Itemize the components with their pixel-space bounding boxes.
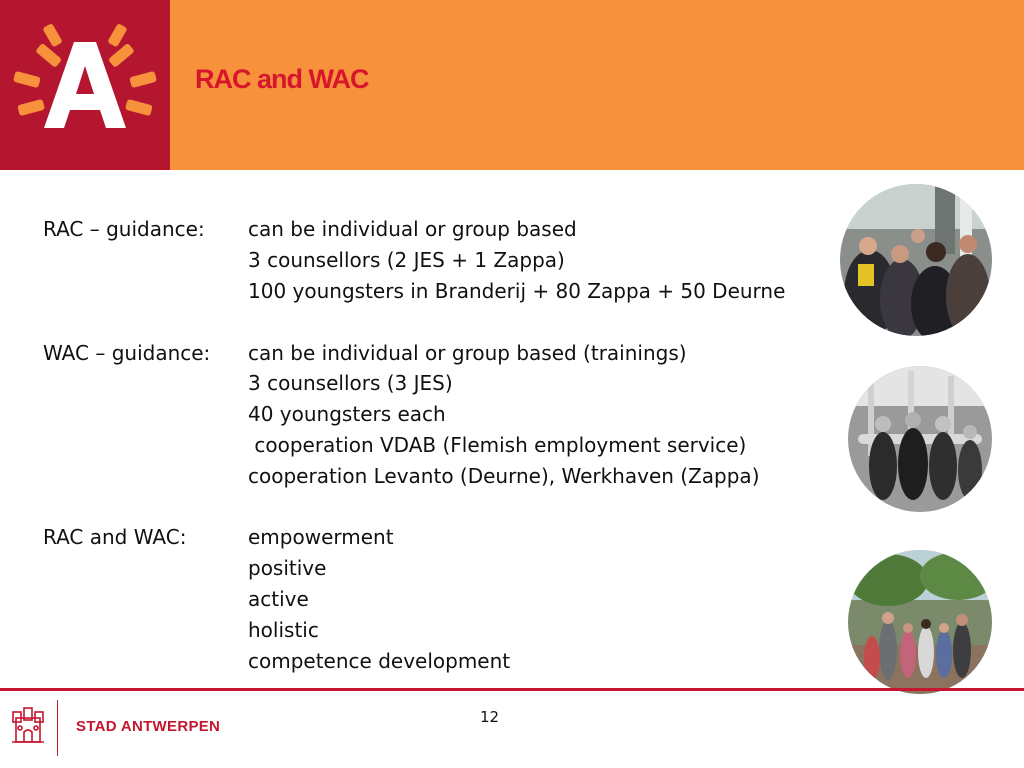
section-label: RAC and WAC: <box>43 525 187 550</box>
content-row <box>43 614 823 645</box>
section-label: RAC – guidance: <box>43 217 205 242</box>
footer-brand: STAD ANTWERPEN <box>76 718 221 735</box>
section-line: empowerment <box>248 525 394 550</box>
content-row <box>43 584 823 615</box>
content-row <box>43 460 823 491</box>
section-line: 40 youngsters each <box>248 402 446 427</box>
section-line: positive <box>248 556 327 581</box>
group-photo-crowd <box>840 184 992 336</box>
content-row <box>43 522 823 553</box>
page-number: 12 <box>480 708 500 726</box>
section-line: 3 counsellors (3 JES) <box>248 371 453 396</box>
section-line: cooperation VDAB (Flemish employment service) <box>248 432 747 457</box>
section-line: competence development <box>248 648 511 673</box>
section-line: holistic <box>248 617 319 642</box>
group-photo-carrying <box>848 366 992 512</box>
antwerp-a-logo-icon <box>0 0 170 170</box>
content-row <box>43 245 823 276</box>
content-row <box>43 645 823 676</box>
content-row <box>43 337 823 368</box>
section-line: can be individual or group based (trainings) <box>248 340 687 365</box>
content-row <box>43 276 823 307</box>
section-line: can be individual or group based <box>248 217 577 242</box>
footer-rule <box>0 688 1024 691</box>
group-photo-outdoor <box>848 550 992 694</box>
section-line: cooperation Levanto (Deurne), Werkhaven (Zappa) <box>248 463 760 488</box>
section-line: 3 counsellors (2 JES + 1 Zappa) <box>248 248 565 273</box>
slide-title: RAC and WAC <box>195 64 369 94</box>
section-label: WAC – guidance: <box>43 340 211 365</box>
content-row <box>43 553 823 584</box>
header-logo-block <box>0 0 170 170</box>
city-crest-icon <box>10 704 46 753</box>
content-row <box>43 368 823 399</box>
content-row <box>43 214 823 245</box>
footer-divider <box>57 700 58 756</box>
slide-content <box>43 214 823 676</box>
section-line: 100 youngsters in Branderij + 80 Zappa + 50 Deurne <box>248 278 786 303</box>
content-row <box>43 430 823 461</box>
section-line: active <box>248 586 309 611</box>
content-row <box>43 399 823 430</box>
